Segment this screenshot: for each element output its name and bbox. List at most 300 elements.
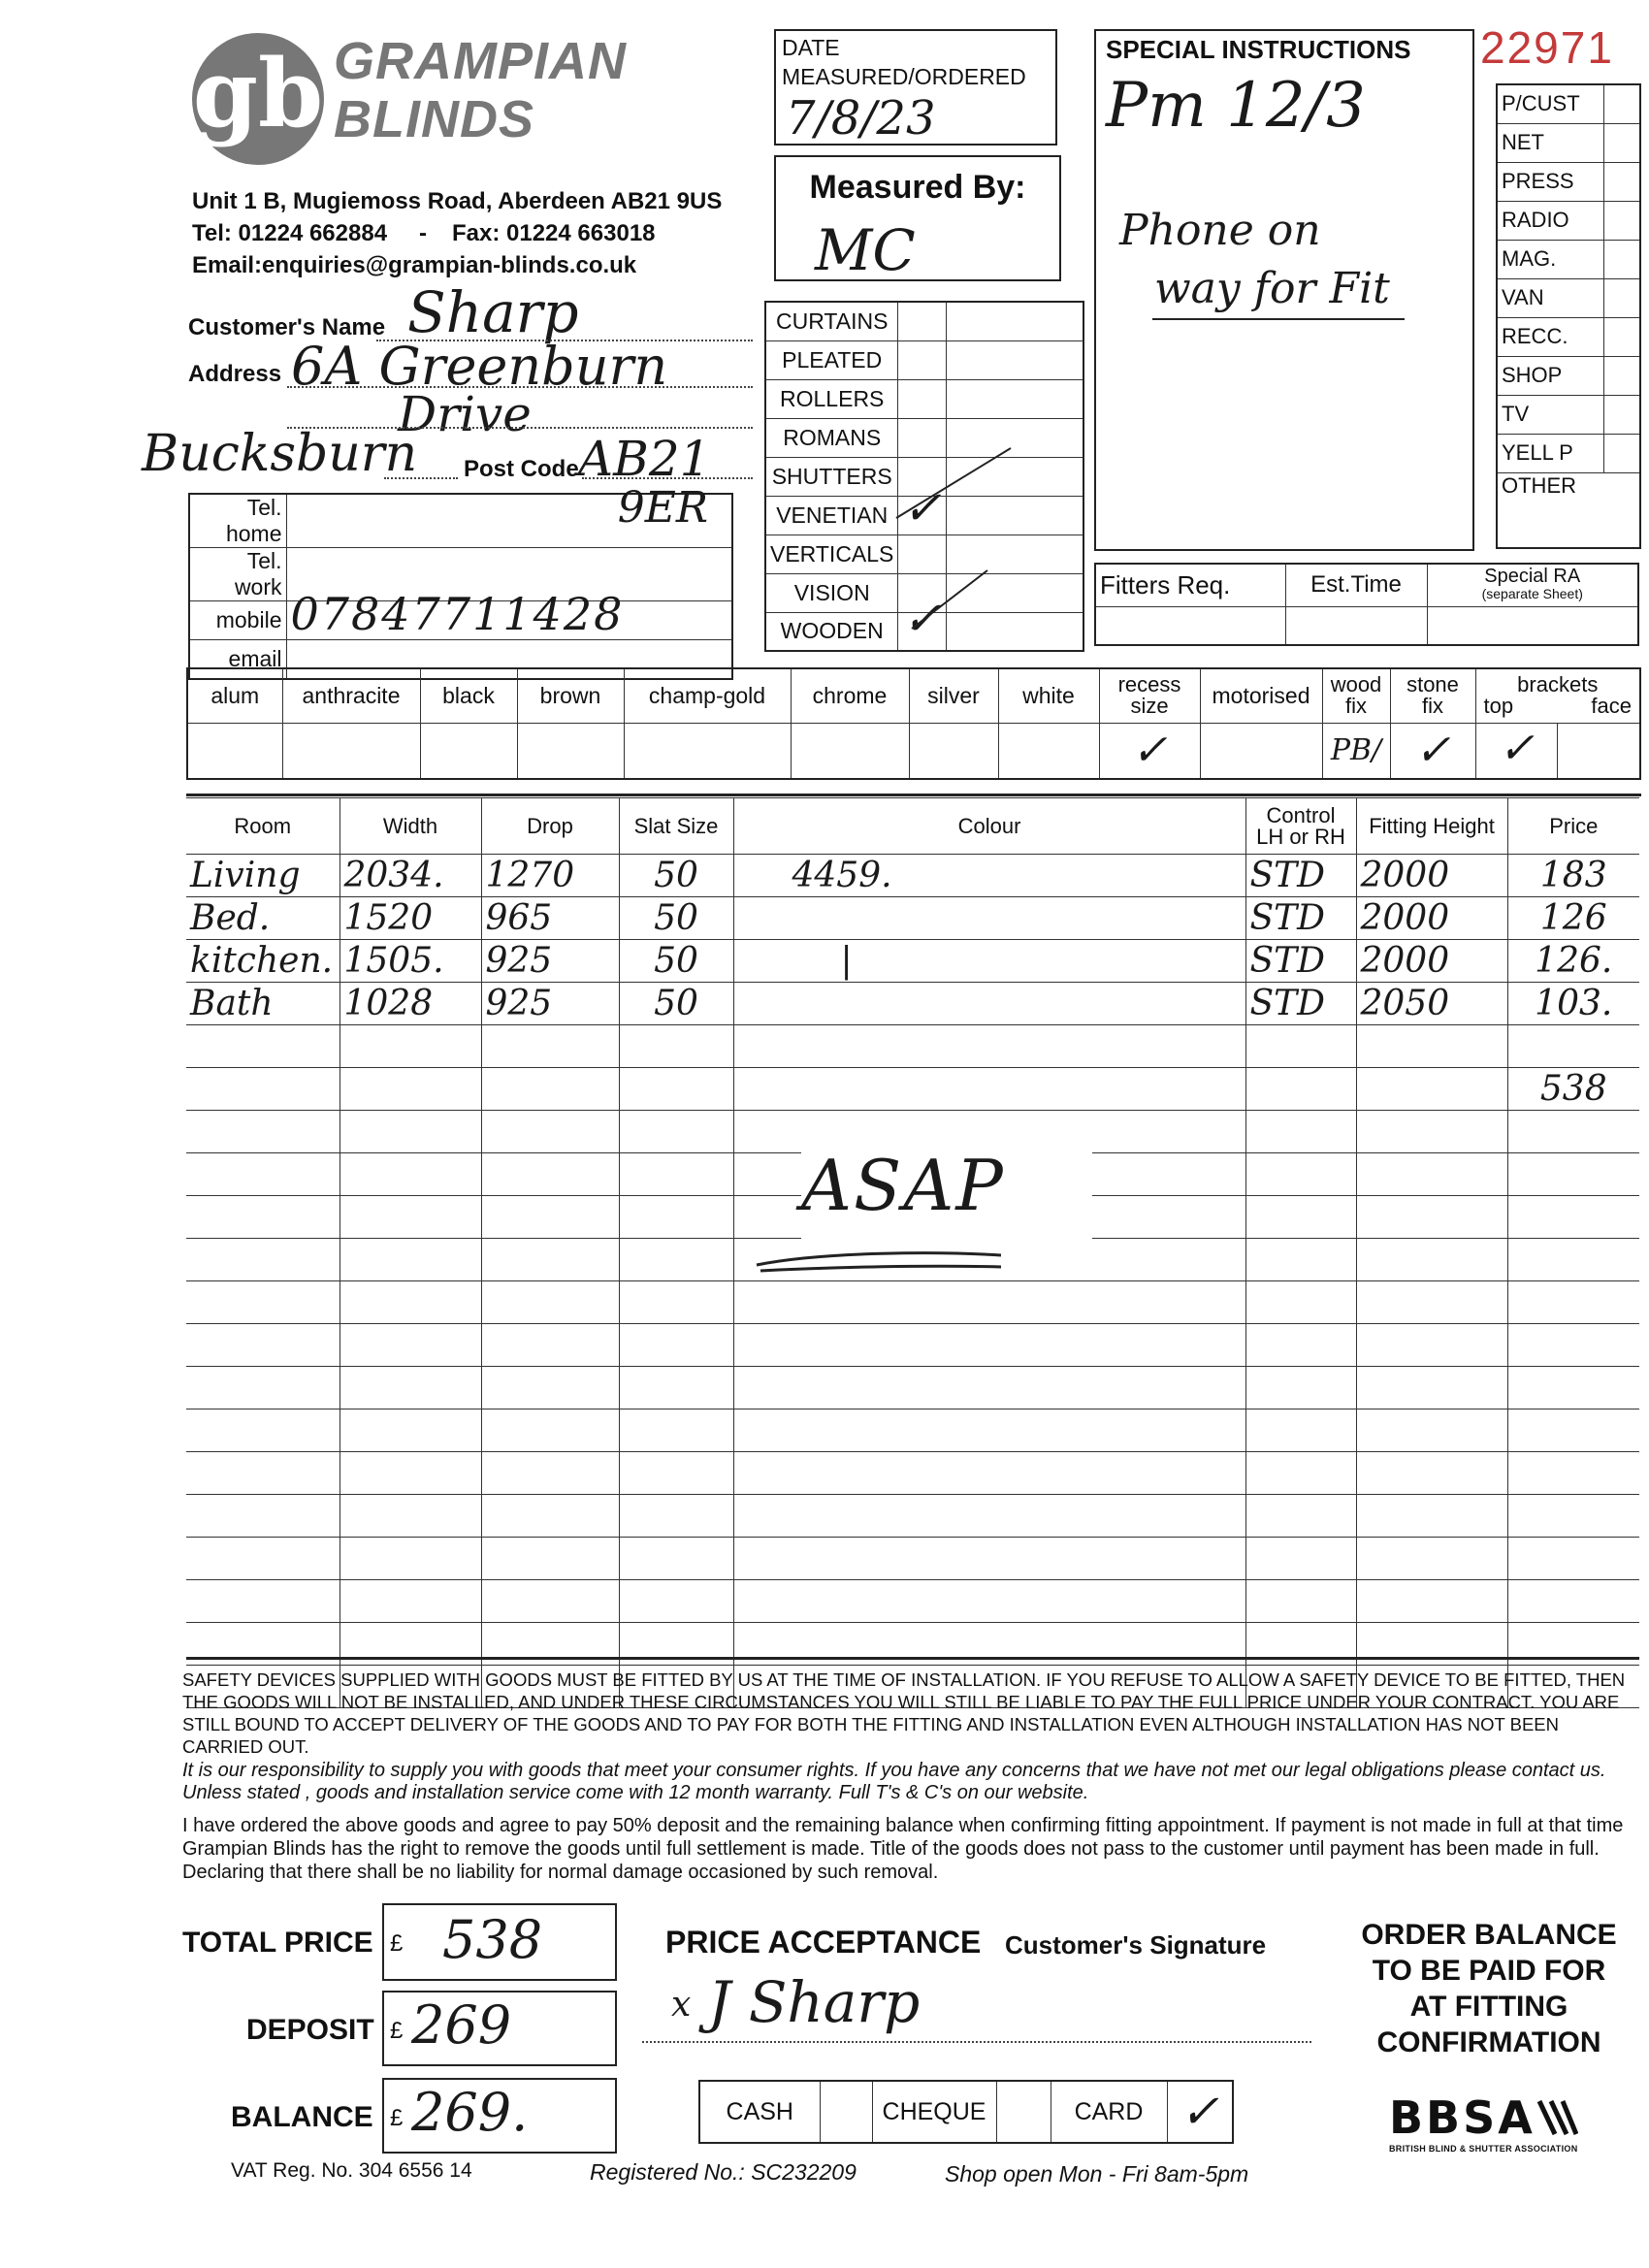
empty-cell[interactable] — [1356, 1580, 1507, 1623]
source-checkbox[interactable] — [1603, 356, 1640, 395]
empty-cell[interactable] — [340, 1153, 481, 1196]
table-row — [186, 897, 1639, 940]
deposit-box[interactable] — [382, 1991, 617, 2066]
date-value[interactable]: 7/8/23 — [786, 91, 936, 146]
product-strike-lines — [892, 442, 1018, 636]
company-email: Email:enquiries@grampian-blinds.co.uk — [192, 252, 637, 278]
order-number: 22971 — [1480, 22, 1614, 73]
source-label: NET — [1497, 123, 1603, 162]
option-checkbox[interactable] — [998, 723, 1099, 779]
option-label: brown — [517, 668, 624, 723]
empty-cell[interactable] — [1507, 1452, 1639, 1495]
table-row — [186, 1025, 1639, 1068]
fitters-field[interactable] — [1095, 606, 1285, 645]
option-checkbox[interactable] — [517, 723, 624, 779]
empty-cell[interactable] — [186, 1452, 340, 1495]
special-ra-field[interactable] — [1427, 606, 1638, 645]
total-currency: £ — [390, 1930, 404, 1957]
empty-cell[interactable] — [1356, 1025, 1507, 1068]
stone-fix-value[interactable]: ✓ — [1390, 723, 1475, 779]
brackets-values — [1475, 723, 1640, 779]
product-label: ROLLERS — [765, 379, 898, 418]
special-instructions-label: SPECIAL INSTRUCTIONS — [1106, 35, 1411, 64]
empty-cell[interactable] — [1356, 1239, 1507, 1281]
tel-work-label: Tel. work — [189, 548, 286, 601]
empty-cell[interactable] — [619, 1580, 733, 1623]
cell-drop[interactable]: 925 — [481, 940, 619, 983]
balance-value[interactable]: 269. — [411, 2082, 529, 2143]
tel-fax-dash: - — [419, 220, 427, 246]
empty-cell[interactable] — [733, 1409, 1245, 1452]
asap-underline — [747, 1246, 1009, 1284]
order-balance-notice — [1335, 1917, 1643, 2060]
postcode-second-part[interactable]: 9ER — [617, 483, 708, 533]
special-ra-label: Special RA — [1484, 566, 1581, 588]
address-line1[interactable]: 6A Greenburn — [291, 336, 668, 397]
empty-cell[interactable] — [1245, 1068, 1356, 1111]
bracket-top-label: top — [1483, 694, 1514, 719]
empty-cell[interactable] — [340, 1495, 481, 1538]
source-checkbox[interactable] — [1603, 278, 1640, 317]
empty-cell[interactable] — [1245, 1025, 1356, 1068]
empty-cell[interactable] — [186, 1196, 340, 1239]
empty-cell[interactable] — [733, 1538, 1245, 1580]
empty-cell[interactable] — [481, 1025, 619, 1068]
date-box — [774, 29, 1057, 146]
source-checkbox[interactable] — [1603, 434, 1640, 472]
balance-box[interactable] — [382, 2078, 617, 2154]
options-table — [186, 667, 1641, 780]
recess-size-value[interactable]: ✓ — [1099, 723, 1200, 779]
empty-cell[interactable] — [481, 1495, 619, 1538]
cell-room[interactable]: kitchen. — [186, 940, 340, 983]
empty-cell[interactable] — [340, 1111, 481, 1153]
empty-cell[interactable] — [1507, 1153, 1639, 1196]
deposit-value[interactable]: 269 — [411, 1994, 512, 2056]
wood-fix-label: wood fix — [1322, 668, 1390, 723]
logo-circle-icon — [190, 31, 326, 167]
cell-fitting-height[interactable]: 2000 — [1356, 897, 1507, 940]
empty-cell[interactable] — [1356, 1111, 1507, 1153]
cell-room[interactable]: Living — [186, 855, 340, 897]
empty-cell[interactable] — [1356, 1068, 1507, 1111]
phone-table — [188, 483, 733, 680]
empty-cell[interactable] — [733, 1281, 1245, 1324]
address-label: Address — [188, 361, 282, 387]
empty-cell[interactable] — [1245, 1281, 1356, 1324]
empty-cell[interactable] — [1245, 1538, 1356, 1580]
company-fax: Fax: 01224 663018 — [452, 220, 656, 246]
option-checkbox[interactable] — [624, 723, 791, 779]
cell-drop[interactable]: 1270 — [481, 855, 619, 897]
table-row — [186, 1281, 1639, 1324]
empty-cell[interactable] — [733, 1452, 1245, 1495]
empty-cell[interactable] — [481, 1324, 619, 1367]
empty-cell[interactable] — [619, 1324, 733, 1367]
empty-cell[interactable] — [1356, 1409, 1507, 1452]
empty-cell[interactable] — [186, 1409, 340, 1452]
product-label: PLEATED — [765, 340, 898, 379]
empty-cell[interactable] — [1356, 1367, 1507, 1409]
venetian-tick: ✓ — [902, 480, 942, 535]
empty-cell[interactable] — [1507, 1580, 1639, 1623]
empty-cell[interactable] — [340, 1068, 481, 1111]
source-checkbox[interactable] — [1603, 84, 1640, 123]
empty-cell[interactable] — [619, 1495, 733, 1538]
header-width: Width — [340, 798, 481, 855]
option-checkbox[interactable] — [282, 723, 420, 779]
source-label: RECC. — [1497, 317, 1603, 356]
source-label: RADIO — [1497, 201, 1603, 240]
option-label: white — [998, 668, 1099, 723]
legal-safety: SAFETY DEVICES SUPPLIED WITH GOODS MUST BE FITTED BY US AT THE TIME OF INSTALLATION. IF YOU REFUSE TO ALLOW A SAFETY DEVICE TO BE FITTED, THEN THE GOODS WILL NOT BE INSTALLED, AND UNDER THESE CIRCUMSTANCES YOU WILL STILL BE LIABLE TO PAY THE FULL PRICE UNDER YOUR CONTRACT. YOU ARE STILL BOUND TO ACCEPT DELIVERY OF THE GOODS AND TO PAY FOR BOTH THE FITTING AND INSTALLATION EVEN ALTHOUGH INSTALLATION HAS NOT BEEN CARRIED OUT. — [182, 1669, 1626, 1757]
source-checkbox[interactable] — [1603, 123, 1640, 162]
address-line2[interactable]: Drive — [398, 386, 532, 442]
logo-letters: gb — [192, 39, 324, 148]
balance-currency: £ — [390, 2105, 404, 2131]
cell-colour[interactable]: 4459. — [733, 855, 1245, 897]
empty-cell[interactable] — [1356, 1538, 1507, 1580]
empty-cell[interactable] — [1507, 1495, 1639, 1538]
option-label: chrome — [791, 668, 909, 723]
cell-width[interactable]: 1520 — [340, 897, 481, 940]
cell-control[interactable]: STD — [1245, 897, 1356, 940]
empty-cell[interactable] — [619, 1196, 733, 1239]
table-row — [186, 1324, 1639, 1367]
bbsa-sub: BRITISH BLIND & SHUTTER ASSOCIATION — [1389, 2144, 1578, 2154]
empty-cell[interactable] — [186, 1538, 340, 1580]
source-checkbox[interactable] — [1603, 317, 1640, 356]
empty-cell[interactable] — [1507, 1239, 1639, 1281]
cell-colour[interactable] — [733, 983, 1245, 1025]
empty-cell[interactable] — [619, 1111, 733, 1153]
empty-cell[interactable] — [1245, 1367, 1356, 1409]
product-label: CURTAINS — [765, 302, 898, 340]
empty-cell[interactable] — [1245, 1239, 1356, 1281]
cell-fitting-height[interactable]: 2000 — [1356, 855, 1507, 897]
product-extra[interactable] — [947, 302, 1083, 340]
option-label: anthracite — [282, 668, 420, 723]
empty-cell[interactable] — [733, 1495, 1245, 1538]
mobile-field[interactable] — [286, 588, 732, 640]
subtotal-value[interactable]: 538 — [1507, 1068, 1639, 1111]
header-control: Control LH or RH — [1245, 798, 1356, 855]
empty-cell[interactable] — [1245, 1196, 1356, 1239]
empty-cell[interactable] — [1507, 1111, 1639, 1153]
empty-cell[interactable] — [481, 1239, 619, 1281]
empty-cell[interactable] — [340, 1367, 481, 1409]
product-label: VISION — [765, 573, 898, 612]
bbsa-slash-icon — [1536, 2095, 1578, 2140]
empty-cell[interactable] — [481, 1153, 619, 1196]
product-label: ROMANS — [765, 418, 898, 457]
empty-cell[interactable] — [1245, 1409, 1356, 1452]
empty-cell[interactable] — [186, 1111, 340, 1153]
empty-cell[interactable] — [619, 1538, 733, 1580]
table-row — [186, 1580, 1639, 1623]
empty-cell[interactable] — [1507, 1281, 1639, 1324]
bracket-top-value[interactable]: ✓ — [1476, 724, 1559, 778]
vat-number: VAT Reg. No. 304 6556 14 — [231, 2159, 472, 2182]
asap-text[interactable]: ASAP — [801, 1145, 1005, 1226]
cell-control[interactable]: STD — [1245, 940, 1356, 983]
table-row — [186, 1495, 1639, 1538]
source-label: OTHER — [1497, 472, 1640, 548]
empty-cell[interactable] — [186, 1153, 340, 1196]
signature-value[interactable]: J Sharp — [708, 1969, 921, 2035]
bracket-face-checkbox[interactable] — [1558, 724, 1639, 778]
special-instructions-line2[interactable]: Phone on — [1119, 206, 1321, 255]
motorised-checkbox[interactable] — [1200, 723, 1322, 779]
total-price-value[interactable]: 538 — [442, 1909, 543, 1970]
special-ra-sub: (separate Sheet) — [1481, 586, 1583, 602]
empty-cell[interactable] — [481, 1196, 619, 1239]
empty-cell[interactable] — [619, 1068, 733, 1111]
stone-fix-label: stone fix — [1390, 668, 1475, 723]
empty-cell[interactable] — [733, 1025, 1245, 1068]
cell-price[interactable]: 183 — [1507, 855, 1639, 897]
mobile-value[interactable]: 07847711428 — [290, 588, 625, 640]
table-row — [186, 855, 1639, 897]
empty-cell[interactable] — [733, 1580, 1245, 1623]
source-checkbox[interactable] — [1603, 162, 1640, 201]
empty-cell[interactable] — [1245, 1111, 1356, 1153]
customer-name-value[interactable]: Sharp — [407, 279, 579, 345]
empty-cell[interactable] — [340, 1196, 481, 1239]
cell-room[interactable]: Bath — [186, 983, 340, 1025]
fitters-table — [1094, 563, 1639, 646]
empty-cell[interactable] — [1245, 1324, 1356, 1367]
empty-cell[interactable] — [481, 1367, 619, 1409]
company-name-line1: GRAMPIAN — [334, 32, 627, 90]
tel-home-field[interactable] — [286, 483, 732, 548]
est-time-field[interactable] — [1285, 606, 1427, 645]
empty-cell[interactable] — [619, 1281, 733, 1324]
total-price-label: TOTAL PRICE — [182, 1927, 373, 1959]
cell-price[interactable]: 126 — [1507, 897, 1639, 940]
empty-cell[interactable] — [186, 1025, 340, 1068]
source-label: MAG. — [1497, 240, 1603, 278]
empty-cell[interactable] — [1507, 1324, 1639, 1367]
empty-cell[interactable] — [1245, 1495, 1356, 1538]
empty-cell[interactable] — [481, 1452, 619, 1495]
product-checkbox[interactable] — [898, 302, 947, 340]
empty-cell[interactable] — [619, 1367, 733, 1409]
empty-cell[interactable] — [733, 1068, 1245, 1111]
source-label: SHOP — [1497, 356, 1603, 395]
source-table — [1496, 83, 1641, 549]
empty-cell[interactable] — [1356, 1196, 1507, 1239]
legal-agreement: I have ordered the above goods and agree to pay 50% deposit and the remaining balance when confirming fitting appointment. If payment is not made in full at that time Grampian Blinds has the right to remove the goods until full settlement is made. Title of the goods does not pass to the customer until payment has been made in full. Declaring that there shall be no liability for normal damage occasioned by such removal. — [182, 1815, 1624, 1883]
empty-cell[interactable] — [619, 1153, 733, 1196]
empty-cell[interactable] — [1245, 1153, 1356, 1196]
est-time-label: Est.Time — [1285, 564, 1427, 606]
empty-cell[interactable] — [1356, 1495, 1507, 1538]
order-balance-line4: CONFIRMATION — [1376, 2026, 1601, 2058]
header-colour: Colour — [733, 798, 1245, 855]
order-balance-line2: TO BE PAID FOR — [1372, 1955, 1606, 1987]
option-label: champ-gold — [624, 668, 791, 723]
table-row — [186, 1068, 1639, 1111]
company-tel: Tel: 01224 662884 — [192, 220, 388, 246]
deposit-currency: £ — [390, 2018, 404, 2044]
product-label: VERTICALS — [765, 535, 898, 573]
product-extra[interactable] — [947, 379, 1083, 418]
cell-slat[interactable]: 50 — [619, 897, 733, 940]
empty-cell[interactable] — [733, 1367, 1245, 1409]
source-label: P/CUST — [1497, 84, 1603, 123]
cell-price[interactable]: 126. — [1507, 940, 1639, 983]
source-label: YELL P — [1497, 434, 1603, 472]
motorised-label: motorised — [1200, 668, 1322, 723]
empty-cell[interactable] — [340, 1409, 481, 1452]
legal-responsibility: It is our responsibility to supply you with goods that meet your consumer rights. If you have any concerns that we have not met our legal obligations please contact us. Unless stated , goods and installation service come with 12 month warranty. Full T's & C's on our website. — [182, 1760, 1606, 1803]
cell-fitting-height[interactable]: 2050 — [1356, 983, 1507, 1025]
bbsa-logo — [1389, 2091, 1612, 2154]
address-line3[interactable]: Bucksburn — [142, 425, 418, 483]
empty-cell[interactable] — [481, 1068, 619, 1111]
price-acceptance-title: PRICE ACCEPTANCE — [665, 1925, 982, 1960]
empty-cell[interactable] — [340, 1580, 481, 1623]
cell-drop[interactable]: 965 — [481, 897, 619, 940]
date-label-1: DATE — [782, 35, 840, 60]
cell-colour[interactable] — [733, 897, 1245, 940]
empty-cell[interactable] — [186, 1495, 340, 1538]
cell-width[interactable]: 1505. — [340, 940, 481, 983]
special-instructions-underline — [1152, 318, 1405, 320]
cell-control[interactable]: STD — [1245, 855, 1356, 897]
empty-cell[interactable] — [619, 1409, 733, 1452]
cell-fitting-height[interactable]: 2000 — [1356, 940, 1507, 983]
cell-width[interactable]: 2034. — [340, 855, 481, 897]
payment-table — [698, 2080, 1234, 2144]
empty-cell[interactable] — [186, 1068, 340, 1111]
option-checkbox[interactable] — [791, 723, 909, 779]
payment-card-label: CARD — [1051, 2081, 1167, 2143]
option-checkbox[interactable] — [187, 723, 282, 779]
empty-cell[interactable] — [340, 1281, 481, 1324]
empty-cell[interactable] — [1507, 1367, 1639, 1409]
shop-hours: Shop open Mon - Fri 8am-5pm — [945, 2161, 1249, 2187]
empty-cell[interactable] — [186, 1281, 340, 1324]
empty-cell[interactable] — [186, 1580, 340, 1623]
empty-cell[interactable] — [340, 1239, 481, 1281]
empty-cell[interactable] — [619, 1452, 733, 1495]
recess-size-label: recess size — [1099, 668, 1200, 723]
special-instructions-box — [1094, 29, 1474, 551]
cell-drop[interactable]: 925 — [481, 983, 619, 1025]
empty-cell[interactable] — [1245, 1452, 1356, 1495]
cell-control[interactable]: STD — [1245, 983, 1356, 1025]
source-checkbox[interactable] — [1603, 240, 1640, 278]
payment-cheque-label: CHEQUE — [872, 2081, 996, 2143]
option-checkbox[interactable] — [909, 723, 998, 779]
empty-cell[interactable] — [186, 1239, 340, 1281]
empty-cell[interactable] — [186, 1367, 340, 1409]
fitters-label: Fitters Req. — [1095, 564, 1285, 606]
address-line3-rule — [384, 477, 458, 479]
empty-cell[interactable] — [1356, 1281, 1507, 1324]
product-checkbox[interactable] — [898, 340, 947, 379]
empty-cell[interactable] — [481, 1111, 619, 1153]
wood-fix-value[interactable]: PB/ — [1322, 723, 1390, 779]
table-row — [186, 983, 1639, 1025]
balance-label: BALANCE — [231, 2101, 373, 2133]
brackets-cell — [1475, 668, 1640, 723]
empty-cell[interactable] — [481, 1580, 619, 1623]
empty-cell[interactable] — [340, 1025, 481, 1068]
source-label: PRESS — [1497, 162, 1603, 201]
empty-cell[interactable] — [1507, 1409, 1639, 1452]
empty-cell[interactable] — [340, 1324, 481, 1367]
brackets-sublabels — [1480, 696, 1636, 717]
source-label: VAN — [1497, 278, 1603, 317]
empty-cell[interactable] — [1507, 1538, 1639, 1580]
empty-cell[interactable] — [481, 1538, 619, 1580]
empty-cell[interactable] — [1356, 1324, 1507, 1367]
header-room: Room — [186, 798, 340, 855]
empty-cell[interactable] — [619, 1239, 733, 1281]
cell-price[interactable]: 103. — [1507, 983, 1639, 1025]
empty-cell[interactable] — [340, 1538, 481, 1580]
option-checkbox[interactable] — [420, 723, 517, 779]
order-balance-line3: AT FITTING — [1409, 1991, 1568, 2023]
payment-card-checkbox[interactable]: ✓ — [1167, 2081, 1233, 2143]
header-fitting-height: Fitting Height — [1356, 798, 1507, 855]
options-rule — [186, 794, 1641, 796]
measured-by-value[interactable]: MC — [815, 217, 916, 283]
empty-cell[interactable] — [1356, 1452, 1507, 1495]
cell-width[interactable]: 1028 — [340, 983, 481, 1025]
price-acceptance-subtitle: Customer's Signature — [1005, 1930, 1267, 1960]
empty-cell[interactable] — [733, 1324, 1245, 1367]
special-instructions-line1[interactable]: Pm 12/3 — [1106, 70, 1366, 142]
empty-cell[interactable] — [1507, 1196, 1639, 1239]
option-label: black — [420, 668, 517, 723]
mobile-label: mobile — [189, 601, 286, 640]
product-checkbox[interactable] — [898, 379, 947, 418]
source-checkbox[interactable] — [1603, 201, 1640, 240]
email-label: email — [189, 640, 286, 679]
empty-cell[interactable] — [186, 1324, 340, 1367]
total-price-box[interactable] — [382, 1903, 617, 1981]
empty-cell[interactable] — [619, 1025, 733, 1068]
cell-colour[interactable]: | — [733, 940, 1245, 983]
source-checkbox[interactable] — [1603, 395, 1640, 434]
postcode-value[interactable]: AB21 — [578, 431, 711, 487]
cell-slat[interactable]: 50 — [619, 855, 733, 897]
cell-slat[interactable]: 50 — [619, 940, 733, 983]
bbsa-mark: BBSA — [1389, 2091, 1536, 2144]
product-label: WOODEN — [765, 612, 898, 651]
payment-cheque-checkbox[interactable] — [996, 2081, 1051, 2143]
signature-line — [642, 2041, 1311, 2043]
special-instructions-line3[interactable]: way for Fit — [1154, 264, 1390, 313]
cell-slat[interactable]: 50 — [619, 983, 733, 1025]
bracket-face-label: face — [1591, 694, 1632, 719]
empty-cell[interactable] — [1356, 1153, 1507, 1196]
empty-cell[interactable] — [481, 1281, 619, 1324]
empty-cell[interactable] — [340, 1452, 481, 1495]
product-extra[interactable] — [947, 340, 1083, 379]
cell-room[interactable]: Bed. — [186, 897, 340, 940]
empty-cell[interactable] — [1245, 1580, 1356, 1623]
empty-cell[interactable] — [1507, 1025, 1639, 1068]
empty-cell[interactable] — [481, 1409, 619, 1452]
table-row — [186, 1452, 1639, 1495]
table-row — [186, 1409, 1639, 1452]
payment-cash-checkbox[interactable] — [820, 2081, 872, 2143]
